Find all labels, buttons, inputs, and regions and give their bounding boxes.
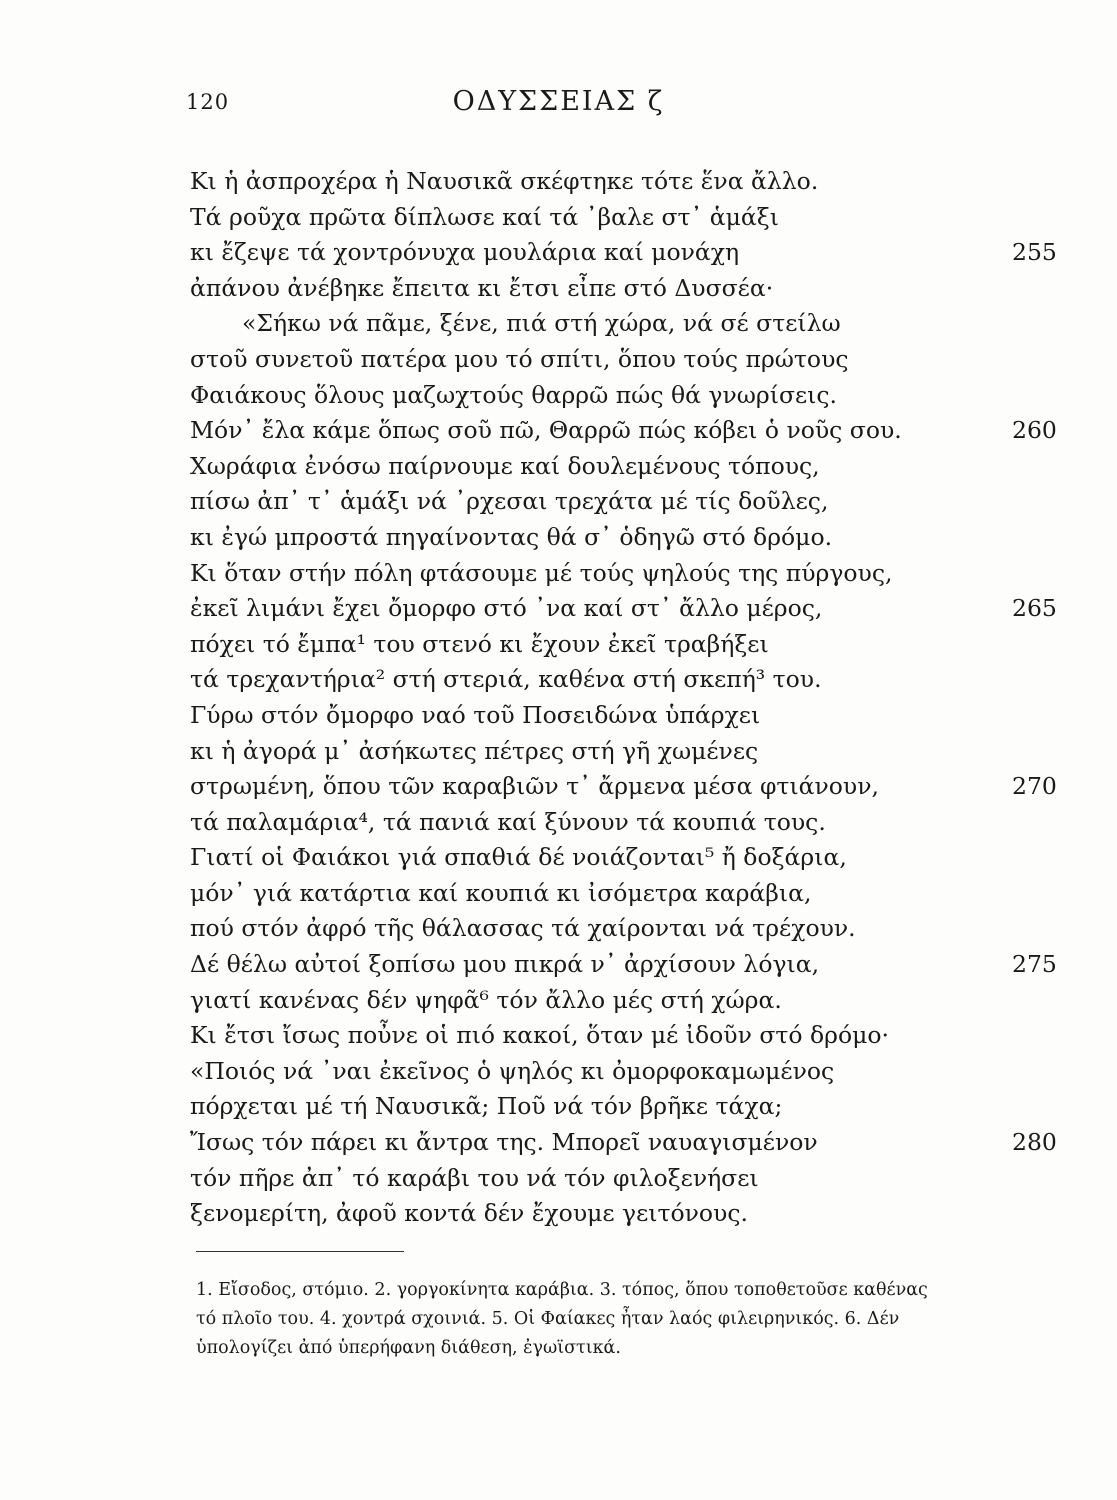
poem-line — [190, 698, 1070, 734]
poem-line-text: Κι ἔτσι ἴσως ποὖνε οἱ πιό κακοί, ὅταν μέ ἰδοῦν στό δρόμο· — [190, 1021, 889, 1050]
poem-line-text: κι ἐγώ μπροστά πηγαίνοντας θά σ᾽ ὁδηγῶ στό δρόμο. — [190, 522, 833, 551]
poem-line — [190, 805, 1070, 841]
poem-line-text: Κι ὅταν στήν πόλη φτάσουμε μέ τούς ψηλούς της πύργους, — [190, 558, 893, 587]
poem-text — [190, 164, 1070, 1232]
poem-line — [190, 1125, 1070, 1161]
poem-line — [190, 769, 1070, 805]
poem-line — [190, 627, 1070, 663]
poem-line-text: Ἴσως τόν πάρει κι ἄντρα της. Μπορεῖ ναυαγισμένον — [190, 1128, 818, 1157]
poem-line — [190, 591, 1070, 627]
footnote-line: 1. Εἴσοδος, στόμιο. 2. γοργοκίνητα καράβια. 3. τόπος, ὅπου τοποθετοῦσε καθένας — [196, 1280, 928, 1300]
poem-line — [190, 734, 1070, 770]
running-head: ΟΔΥΣΣΕΙΑΣ ζ — [452, 86, 665, 117]
line-number: 270 — [1012, 772, 1057, 801]
poem-line — [190, 662, 1070, 698]
footnote-line: ὑπολογίζει ἀπό ὑπερήφανη διάθεση, ἐγωϊστικά. — [196, 1338, 621, 1358]
poem-line-text: τόν πῆρε ἀπ᾽ τό καράβι του νά τόν φιλοξενήσει — [190, 1163, 759, 1192]
poem-line-text: Χωράφια ἐνόσω παίρνουμε καί δουλεμένους τόπους, — [190, 451, 820, 480]
poem-line-text: στρωμένη, ὅπου τῶν καραβιῶν τ᾽ ἄρμενα μέσα φτιάνουν, — [190, 772, 879, 801]
poem-line — [190, 200, 1070, 236]
line-number: 260 — [1012, 416, 1057, 445]
poem-line — [190, 378, 1070, 414]
poem-line-text: ἀπάνου ἀνέβηκε ἔπειτα κι ἔτσι εἶπε στό Δυσσέα· — [190, 273, 774, 302]
poem-line-text: πόχει τό ἔμπα¹ του στενό κι ἔχουν ἐκεῖ τραβήξει — [190, 629, 769, 658]
poem-line-text: ξενομερίτη, ἀφοῦ κοντά δέν ἔχουμε γειτόνους. — [190, 1199, 748, 1228]
poem-line-text: Κι ἡ ἀσπροχέρα ἡ Ναυσικᾶ σκέφτηκε τότε ἕνα ἄλλο. — [190, 167, 819, 195]
poem-line — [190, 983, 1070, 1019]
poem-line-text: γιατί κανένας δέν ψηφᾶ⁶ τόν ἄλλο μές στή χώρα. — [190, 985, 782, 1014]
poem-line-text: στοῦ συνετοῦ πατέρα μου τό σπίτι, ὅπου τούς πρώτους — [190, 344, 849, 373]
poem-line — [190, 271, 1070, 307]
poem-line — [190, 1089, 1070, 1125]
page-number: 120 — [186, 90, 230, 114]
poem-line-text: Τά ροῦχα πρῶτα δίπλωσε καί τά ᾽βαλε στ᾽ ἁμάξι — [190, 202, 779, 231]
poem-line — [190, 520, 1070, 556]
poem-line-text: κι ἔζεψε τά χοντρόνυχα μουλάρια καί μονάχη — [190, 238, 740, 267]
footnote-line: τό πλοῖο του. 4. χοντρά σχοινιά. 5. Οἱ Φαίακες ἦταν λαός φιλειρηνικός. 6. Δέν — [196, 1309, 900, 1329]
poem-line — [190, 947, 1070, 983]
poem-line — [190, 876, 1070, 912]
poem-line-text: Γύρω στόν ὄμορφο ναό τοῦ Ποσειδώνα ὑπάρχει — [190, 700, 761, 729]
poem-line — [190, 449, 1070, 485]
poem-line — [190, 840, 1070, 876]
poem-line — [190, 484, 1070, 520]
poem-line — [190, 911, 1070, 947]
poem-line — [190, 556, 1070, 592]
poem-line — [190, 235, 1070, 271]
poem-line-text: πίσω ἀπ᾽ τ᾽ ἁμάξι νά ᾽ρχεσαι τρεχάτα μέ τίς δοῦλες, — [190, 487, 829, 516]
line-number: 275 — [1012, 950, 1057, 979]
poem-line — [190, 1196, 1070, 1232]
footnote-rule — [196, 1251, 404, 1252]
poem-line-text: κι ἡ ἀγορά μ᾽ ἀσήκωτες πέτρες στή γῆ χωμένες — [190, 736, 759, 765]
poem-line-text: πόρχεται μέ τή Ναυσικᾶ; Ποῦ νά τόν βρῆκε τάχα; — [190, 1092, 783, 1121]
poem-line-text: Δέ θέλω αὐτοί ξοπίσω μου πικρά ν᾽ ἀρχίσουν λόγια, — [190, 950, 820, 979]
line-number: 280 — [1012, 1128, 1057, 1157]
poem-line-text: «Σήκω νά πᾶμε, ξένε, πιά στή χώρα, νά σέ στείλω — [242, 309, 841, 338]
poem-line — [190, 306, 1070, 342]
poem-line — [190, 413, 1070, 449]
footnotes — [196, 1276, 1076, 1363]
poem-line-text: πού στόν ἀφρό τῆς θάλασσας τά χαίρονται νά τρέχουν. — [190, 914, 856, 943]
poem-line-text: τά παλαμάρια⁴, τά πανιά καί ξύνουν τά κουπιά τους. — [190, 807, 826, 836]
poem-line-text: ἐκεῖ λιμάνι ἔχει ὄμορφο στό ᾽να καί στ᾽ ἄλλο μέρος, — [190, 594, 823, 623]
poem-line — [190, 1161, 1070, 1197]
poem-line — [190, 1018, 1070, 1054]
poem-line-text: Φαιάκους ὅλους μαζωχτούς θαρρῶ πώς θά γνωρίσεις. — [190, 380, 838, 409]
line-number: 265 — [1012, 594, 1057, 623]
poem-line-text: μόν᾽ γιά κατάρτια καί κουπιά κι ἰσόμετρα καράβια, — [190, 878, 812, 907]
poem-line — [190, 164, 1070, 200]
poem-line — [190, 342, 1070, 378]
poem-line — [190, 1054, 1070, 1090]
line-number: 255 — [1012, 238, 1057, 267]
poem-line-text: Μόν᾽ ἔλα κάμε ὅπως σοῦ πῶ, Θαρρῶ πώς κόβει ὁ νοῦς σου. — [190, 416, 902, 445]
poem-line-text: τά τρεχαντήρια² στή στεριά, καθένα στή σκεπή³ του. — [190, 665, 822, 694]
poem-line-text: Γιατί οἱ Φαιάκοι γιά σπαθιά δέ νοιάζονται⁵ ἤ δοξάρια, — [190, 843, 847, 872]
poem-line-text: «Ποιός νά ᾽ναι ἐκεῖνος ὁ ψηλός κι ὀμορφοκαμωμένος — [190, 1056, 835, 1085]
